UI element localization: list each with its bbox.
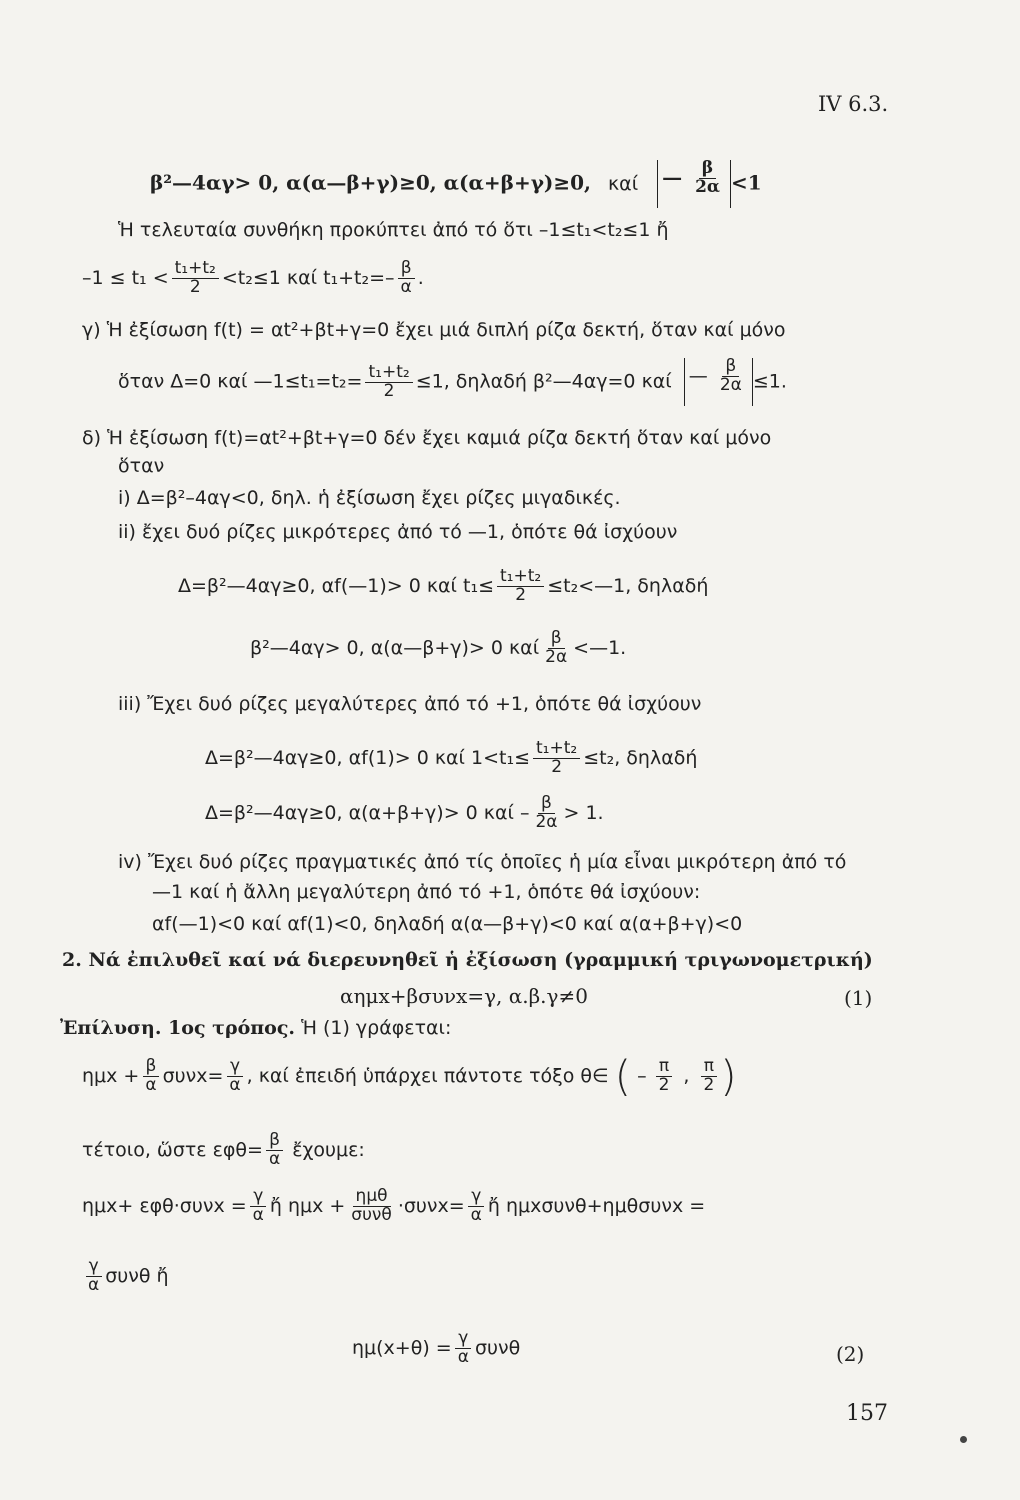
- case-ii-condition-1: Δ=β²—4αγ≥0, αf(—1)> 0 καί t₁≤ $\frac{\text{t₁+t₂}}{2}$ ≤t₂<—1, δηλαδή: [178, 566, 709, 605]
- ink-dot: [960, 1436, 967, 1443]
- equation-1: αημx+βσυνx=γ, α.β.γ≠0: [340, 984, 588, 1008]
- case-iii-condition-2: Δ=β²—4αγ≥0, α(α+β+γ)> 0 καί – $\frac{\beta}{2\alpha}$ > 1.: [205, 793, 604, 832]
- case-ii: ii) ἔχει δυό ρίζες μικρότερες ἀπό τό —1, ὁπότε θά ἰσχύουν: [118, 521, 678, 543]
- solution-line-3: ημx+ εφθ·συνx = $\frac{\gamma}{\alpha}$ ἤ ημx + $\frac{\text{ημθ}}{\text{συνθ}}$ ·συνx= $\frac{\gamma}{\alpha}$ ἤ ημxσυνθ+ημθσυνx =: [82, 1186, 706, 1225]
- case-iv: iv) Ἔχει δυό ρίζες πραγματικές ἀπό τίς ὁποῖες ἡ μία εἶναι μικρότερη ἀπό τό: [118, 851, 847, 873]
- text-line-7: ὅταν: [118, 455, 165, 477]
- equation-2: ημ(x+θ) = $\frac{\gamma}{\alpha}$ συνθ: [352, 1328, 521, 1367]
- case-ii-condition-2: β²—4αγ> 0, α(α—β+γ)> 0 καί $\frac{\beta}{2\alpha}$ <—1.: [250, 628, 627, 667]
- equation-2-label: (2): [836, 1342, 865, 1366]
- case-iii-condition-1: Δ=β²—4αγ≥0, αf(1)> 0 καί 1<t₁≤ $\frac{\text{t₁+t₂}}{2}$ ≤t₂, δηλαδή: [205, 738, 698, 777]
- condition-line-1: β²—4αγ> 0, α(α—β+γ)≥0, α(α+β+γ)≥0, καί — $\frac{\beta}{2\alpha}$ <1: [150, 160, 762, 208]
- text-line-4: γ) Ἡ ἐξίσωση f(t) = αt²+βt+γ=0 ἔχει μιά διπλή ρίζα δεκτή, ὅταν καί μόνο: [82, 319, 786, 341]
- case-iv-cont: —1 καί ἡ ἄλλη μεγαλύτερη ἀπό τό +1, ὁπότε θά ἰσχύουν:: [152, 881, 701, 903]
- problem-2-heading: 2. Νά ἐπιλυθεῖ καί νά διερευνηθεῖ ἡ ἐξίσωση (γραμμική τριγωνομετρική): [62, 949, 873, 971]
- text-line-6: δ) Ἡ ἐξίσωση f(t)=αt²+βt+γ=0 δέν ἔχει καμιά ρίζα δεκτή ὅταν καί μόνο: [82, 427, 772, 449]
- solution-heading: Ἐπίλυση. 1ος τρόπος. Ἡ (1) γράφεται:: [60, 1017, 452, 1039]
- text-line-5: ὅταν Δ=0 καί —1≤t₁=t₂= $\frac{\text{t₁+t₂}}{2}$ ≤1, δηλαδή β²—4αγ=0 καί — $\frac{\beta}{2\alpha}$ ≤1.: [118, 358, 787, 406]
- section-header: IV 6.3.: [818, 92, 889, 116]
- solution-line-1: ημx + $\frac{\beta}{\alpha}$ συνx= $\frac{\gamma}{\alpha}$ , καί ἐπειδή ὑπάρχει πάντοτε τόξο θ∈ ( – $\frac{\pi}{2}$ , $\frac{\pi}{2}$ ): [82, 1051, 737, 1101]
- absolute-value: — $\frac{\beta}{2\alpha}$: [657, 160, 731, 208]
- text-line-3: –1 ≤ t₁ < $\frac{\text{t₁+t₂}}{2}$ <t₂≤1 καί t₁+t₂=– $\frac{\beta}{\alpha}$ .: [82, 258, 424, 297]
- text-line-2: Ἡ τελευταία συνθήκη προκύπτει ἀπό τό ὅτι –1≤t₁<t₂≤1 ἤ: [118, 219, 669, 241]
- case-iv-condition: αf(—1)<0 καί αf(1)<0, δηλαδή α(α—β+γ)<0 καί α(α+β+γ)<0: [152, 913, 743, 935]
- case-i: i) Δ=β²–4αγ<0, δηλ. ἡ ἐξίσωση ἔχει ρίζες μιγαδικές.: [118, 487, 621, 509]
- equation-1-label: (1): [844, 986, 873, 1010]
- solution-line-2: τέτοιο, ὥστε εφθ= $\frac{\beta}{\alpha}$ ἔχουμε:: [82, 1130, 365, 1169]
- case-iii: iii) Ἔχει δυό ρίζες μεγαλύτερες ἀπό τό +1, ὁπότε θά ἰσχύουν: [118, 693, 702, 715]
- solution-line-4: $\frac{\gamma}{\alpha}$ συνθ ἤ: [82, 1258, 169, 1295]
- page-number: 157: [846, 1401, 888, 1426]
